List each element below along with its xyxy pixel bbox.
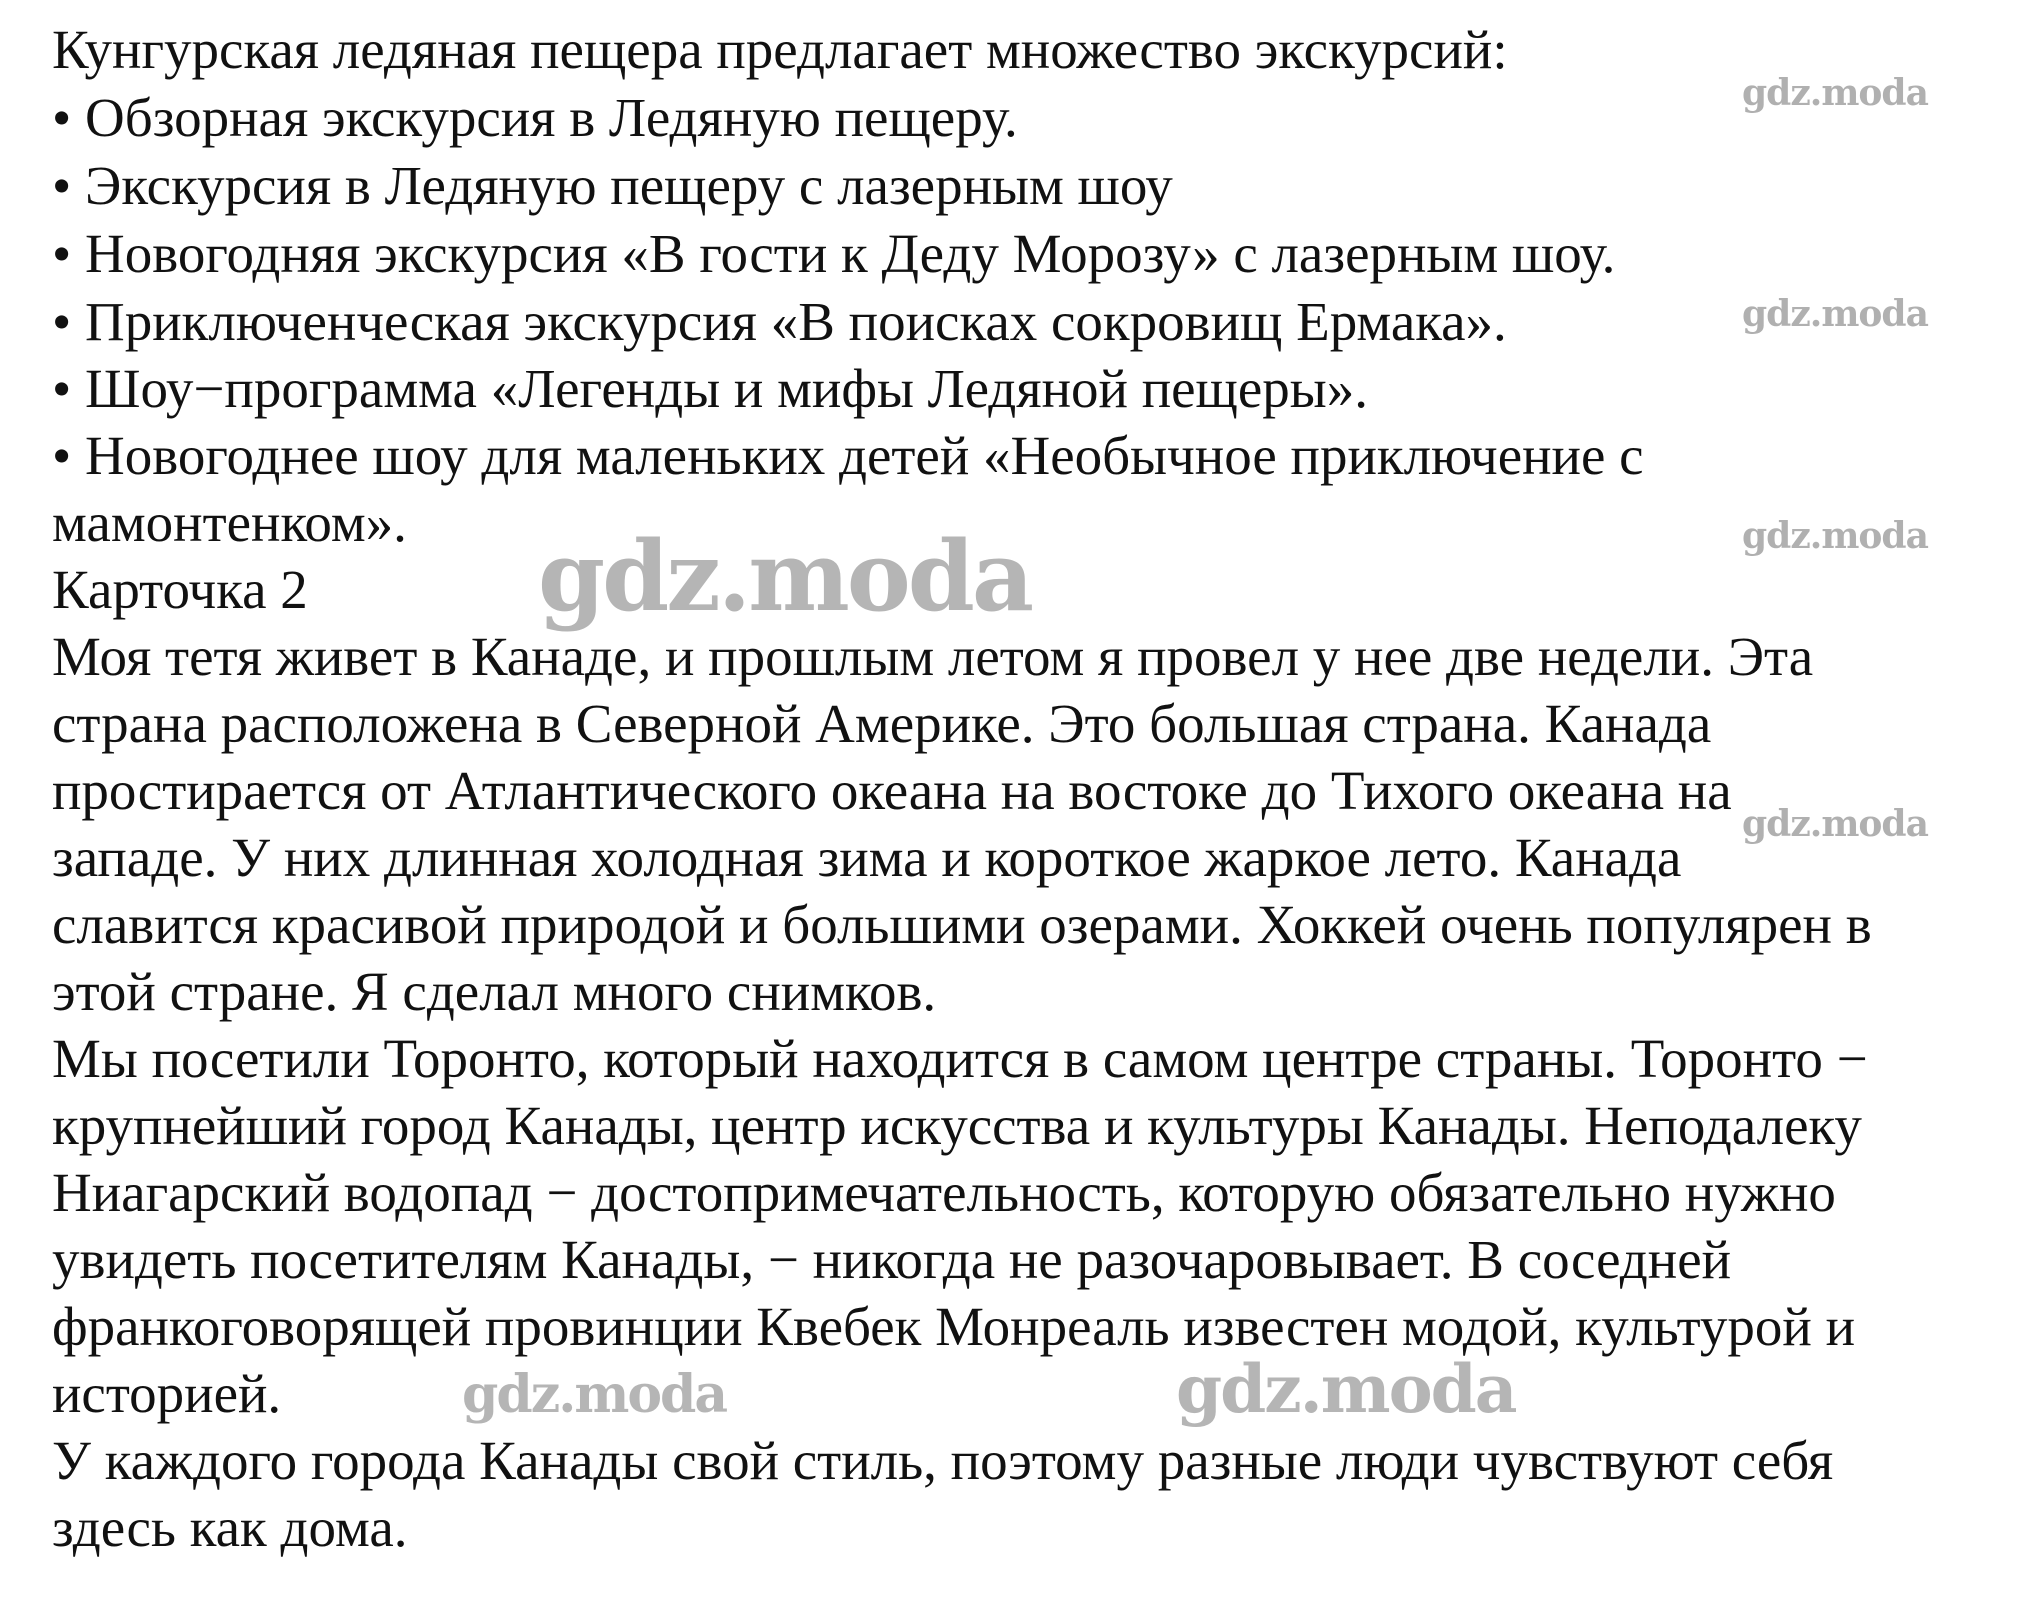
- text-line: этой стране. Я сделал много снимков.: [52, 961, 937, 1022]
- section-heading: Карточка 2: [52, 559, 308, 620]
- text-line: Кунгурская ледяная пещера предлагает множество экскурсий:: [52, 19, 1508, 80]
- text-line: Ниагарский водопад − достопримечательность, которую обязательно нужно: [52, 1162, 1836, 1223]
- watermark: gdz.moda: [538, 520, 1032, 633]
- list-item: • Экскурсия в Ледяную пещеру с лазерным шоу: [52, 155, 1173, 216]
- watermark: gdz.moda: [1742, 803, 1928, 845]
- text-line: славится красивой природой и большими озерами. Хоккей очень популярен в: [52, 894, 1872, 955]
- text-line: У каждого города Канады свой стиль, поэтому разные люди чувствуют себя: [52, 1430, 1834, 1491]
- watermark: gdz.moda: [1742, 515, 1928, 557]
- text-line: Мы посетили Торонто, который находится в самом центре страны. Торонто −: [52, 1028, 1868, 1089]
- text-line: западе. У них длинная холодная зима и короткое жаркое лето. Канада: [52, 827, 1682, 888]
- list-item: • Приключенческая экскурсия «В поисках сокровищ Ермака».: [52, 291, 1507, 352]
- text-line: страна расположена в Северной Америке. Это большая страна. Канада: [52, 693, 1712, 754]
- text-line: здесь как дома.: [52, 1497, 408, 1558]
- watermark: gdz.moda: [462, 1364, 727, 1425]
- text-line: мамонтенком».: [52, 492, 407, 553]
- list-item: • Обзорная экскурсия в Ледяную пещеру.: [52, 87, 1018, 148]
- watermark: gdz.moda: [1742, 72, 1928, 114]
- text-line: Моя тетя живет в Канаде, и прошлым летом я провел у нее две недели. Эта: [52, 626, 1814, 687]
- list-item: • Новогодняя экскурсия «В гости к Деду Морозу» с лазерным шоу.: [52, 223, 1616, 284]
- text-line: историей.: [52, 1363, 282, 1424]
- text-line: увидеть посетителям Канады, − никогда не разочаровывает. В соседней: [52, 1229, 1732, 1290]
- watermark: gdz.moda: [1176, 1350, 1516, 1428]
- text-line: простирается от Атлантического океана на востоке до Тихого океана на: [52, 760, 1732, 821]
- text-line: крупнейший город Канады, центр искусства и культуры Канады. Неподалеку: [52, 1095, 1862, 1156]
- list-item: • Новогоднее шоу для маленьких детей «Необычное приключение с: [52, 425, 1644, 486]
- text-line: франкоговорящей провинции Квебек Монреаль известен модой, культурой и: [52, 1296, 1856, 1357]
- list-item: • Шоу−программа «Легенды и мифы Ледяной пещеры».: [52, 358, 1368, 419]
- watermark: gdz.moda: [1742, 293, 1928, 335]
